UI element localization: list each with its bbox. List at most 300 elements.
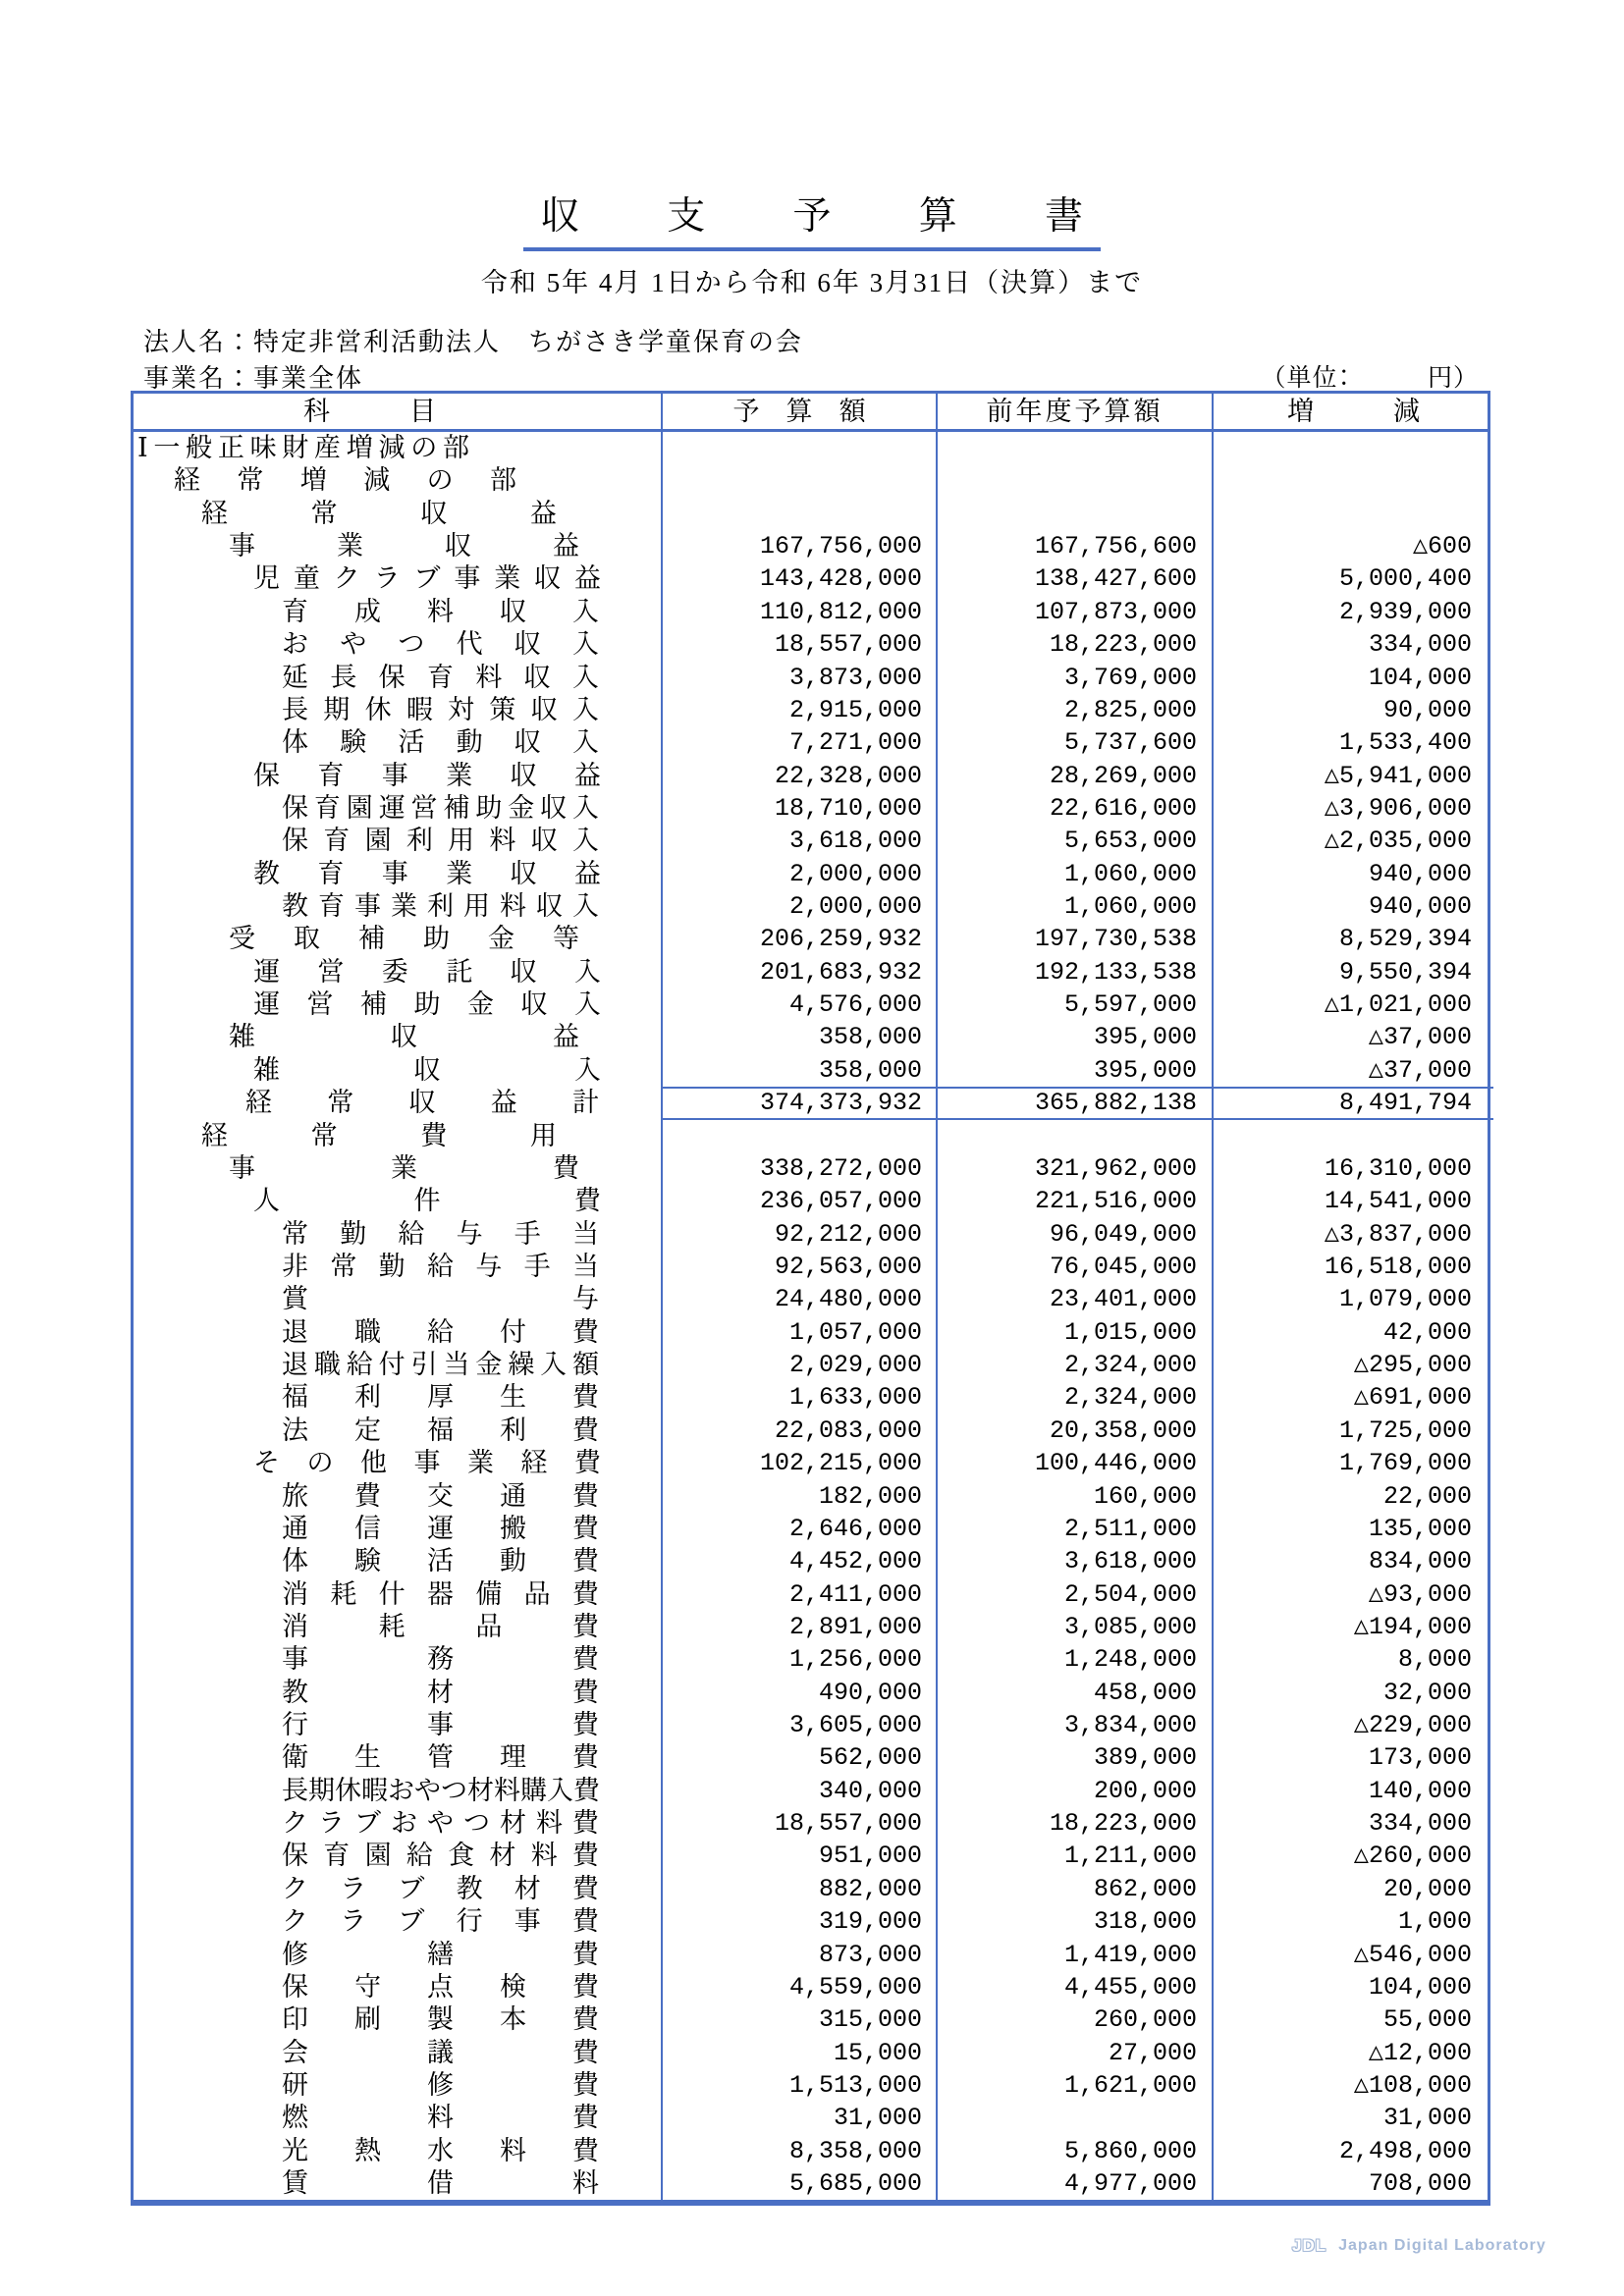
- cell-item: [134, 694, 663, 726]
- cell-diff: 5,000,400: [1338, 564, 1472, 594]
- table-row: [134, 1578, 1488, 1611]
- table-row: [134, 890, 1488, 923]
- title-char: 支: [667, 195, 706, 238]
- cell-diff: 140,000: [1368, 1776, 1472, 1805]
- account-name: 通信運搬費: [282, 1513, 599, 1543]
- cell-item: [134, 1021, 663, 1053]
- account-name: 会議費: [282, 2037, 599, 2067]
- table-row: [134, 1971, 1488, 2003]
- header-diff: 増 減: [1287, 397, 1420, 426]
- table-row: [134, 760, 1488, 792]
- cell-item: [134, 1447, 663, 1479]
- cell-diff: 1,533,400: [1338, 728, 1472, 758]
- cell-prev-budget: 1,248,000: [938, 1643, 1214, 1676]
- cell-budget: 374,373,932: [663, 1087, 938, 1119]
- cell-prev-budget: 2,825,000: [938, 694, 1214, 726]
- cell-budget: [663, 498, 938, 530]
- cell-item: [134, 628, 663, 661]
- cell-prev-budget: 2,511,000: [938, 1513, 1214, 1545]
- table-header-row: [134, 394, 1488, 432]
- cell-item: [134, 1840, 663, 1872]
- account-name: 長期休暇おやつ材料購入費: [282, 1775, 600, 1805]
- table-row: [134, 1316, 1488, 1349]
- table-row: [134, 464, 1488, 497]
- table-row: [134, 1152, 1488, 1185]
- cell-prev-budget: 76,045,000: [938, 1251, 1214, 1283]
- cell-budget: 4,576,000: [663, 988, 938, 1021]
- account-name: 育成料収入: [282, 596, 599, 626]
- cell-budget: 2,915,000: [663, 694, 938, 726]
- cell-diff: 334,000: [1368, 1809, 1472, 1839]
- table-row: [134, 1087, 1488, 1119]
- cell-diff: [1214, 432, 1493, 464]
- cell-diff: △600: [1412, 532, 1472, 561]
- account-name: 運営委託収入: [253, 956, 601, 987]
- cell-budget: 22,328,000: [663, 760, 938, 792]
- cell-prev-budget: [938, 432, 1214, 464]
- cell-diff: 2,939,000: [1338, 597, 1472, 626]
- cell-diff: △1,021,000: [1324, 990, 1472, 1020]
- cell-prev-budget: 197,730,538: [938, 923, 1214, 955]
- cell-diff: △37,000: [1368, 1055, 1472, 1085]
- account-name: おやつ代収入: [282, 629, 599, 660]
- cell-item: [134, 1741, 663, 1774]
- cell-budget: 2,411,000: [663, 1578, 938, 1611]
- cell-item: [134, 2037, 663, 2069]
- cell-diff: 135,000: [1368, 1514, 1472, 1543]
- cell-prev-budget: 221,516,000: [938, 1185, 1214, 1217]
- cell-diff: 2,498,000: [1338, 2136, 1472, 2165]
- cell-budget: 7,271,000: [663, 726, 938, 759]
- account-name: 体験活動費: [282, 1546, 599, 1576]
- account-name: 雑収益: [229, 1022, 579, 1052]
- cell-item: [134, 858, 663, 890]
- cell-budget: 882,000: [663, 1873, 938, 1905]
- cell-item: [134, 1643, 663, 1676]
- table-row: [134, 1807, 1488, 1840]
- cell-diff: 1,079,000: [1338, 1285, 1472, 1314]
- cell-prev-budget: 96,049,000: [938, 1218, 1214, 1251]
- table-row: [134, 726, 1488, 759]
- table-row: [134, 1873, 1488, 1905]
- account-name: 体験活動収入: [282, 727, 599, 758]
- cell-item: [134, 890, 663, 923]
- account-name: 修繕費: [282, 1939, 599, 1969]
- cell-diff: △3,906,000: [1324, 793, 1472, 823]
- budget-table: [131, 391, 1490, 2206]
- cell-diff: △3,837,000: [1324, 1219, 1472, 1249]
- cell-item: [134, 1120, 663, 1152]
- cell-diff: △5,941,000: [1324, 761, 1472, 790]
- cell-prev-budget: 160,000: [938, 1480, 1214, 1513]
- cell-prev-budget: 167,756,600: [938, 530, 1214, 562]
- account-name: 退職給付引当金繰入額: [282, 1350, 599, 1380]
- table-row: [134, 662, 1488, 694]
- cell-item: [134, 956, 663, 988]
- cell-prev-budget: [938, 498, 1214, 530]
- cell-diff: 334,000: [1368, 630, 1472, 660]
- table-row: [134, 596, 1488, 628]
- table-row: [134, 2037, 1488, 2069]
- table-row: [134, 1611, 1488, 1643]
- table-row: [134, 1545, 1488, 1577]
- cell-diff: 940,000: [1368, 859, 1472, 888]
- table-row: [134, 1480, 1488, 1513]
- cell-budget: 358,000: [663, 1021, 938, 1053]
- cell-item: [134, 1185, 663, 1217]
- account-name: 保守点検費: [282, 1971, 599, 2002]
- cell-diff: 104,000: [1368, 1972, 1472, 2002]
- cell-item: [134, 1807, 663, 1840]
- cell-diff: 20,000: [1382, 1874, 1472, 1903]
- cell-budget: 315,000: [663, 2003, 938, 2036]
- account-name: 法定福利費: [282, 1415, 599, 1445]
- table-row: [134, 1185, 1488, 1217]
- table-row: [134, 2167, 1488, 2200]
- account-name: 旅費交通費: [282, 1480, 599, 1511]
- account-name: 受取補助金等: [229, 924, 579, 954]
- cell-diff: △260,000: [1353, 1842, 1472, 1871]
- cell-diff: 1,000: [1397, 1907, 1472, 1937]
- account-name: 児童クラブ事業収益: [253, 563, 601, 594]
- table-row: [134, 858, 1488, 890]
- cell-prev-budget: 18,223,000: [938, 1807, 1214, 1840]
- account-name: 研修費: [282, 2069, 599, 2100]
- cell-prev-budget: 5,860,000: [938, 2135, 1214, 2167]
- table-row: [134, 1513, 1488, 1545]
- cell-diff: △93,000: [1368, 1579, 1472, 1609]
- cell-diff: [1214, 1120, 1493, 1152]
- table-row: [134, 1218, 1488, 1251]
- cell-prev-budget: 4,455,000: [938, 1971, 1214, 2003]
- account-name: クラブ教材費: [282, 1873, 599, 1903]
- table-row: [134, 1120, 1488, 1152]
- title-char: 収: [541, 195, 580, 238]
- table-row: [134, 562, 1488, 595]
- cell-budget: 22,083,000: [663, 1415, 938, 1447]
- cell-prev-budget: 4,977,000: [938, 2167, 1214, 2200]
- cell-diff: 16,310,000: [1324, 1153, 1472, 1183]
- cell-budget: 4,559,000: [663, 1971, 938, 2003]
- table-row: [134, 1840, 1488, 1872]
- title-char: 算: [918, 195, 957, 238]
- cell-budget: 92,563,000: [663, 1251, 938, 1283]
- account-name: 光熱水料費: [282, 2135, 599, 2165]
- cell-prev-budget: 389,000: [938, 1741, 1214, 1774]
- account-name: 福利厚生費: [282, 1382, 599, 1413]
- cell-budget: 167,756,000: [663, 530, 938, 562]
- cell-budget: 110,812,000: [663, 596, 938, 628]
- cell-item: [134, 1316, 663, 1349]
- cell-budget: 340,000: [663, 1775, 938, 1807]
- table-row: [134, 1939, 1488, 1971]
- cell-item: [134, 760, 663, 792]
- cell-prev-budget: 200,000: [938, 1775, 1214, 1807]
- cell-budget: 2,646,000: [663, 1513, 938, 1545]
- cell-item: [134, 2167, 663, 2200]
- cell-budget: 24,480,000: [663, 1283, 938, 1315]
- cell-prev-budget: 23,401,000: [938, 1283, 1214, 1315]
- cell-item: [134, 1283, 663, 1315]
- table-row: [134, 1741, 1488, 1774]
- account-name: 教育事業利用料収入: [282, 891, 599, 922]
- table-row: [134, 1905, 1488, 1938]
- table-row: [134, 1447, 1488, 1479]
- cell-prev-budget: 260,000: [938, 2003, 1214, 2036]
- cell-diff: △546,000: [1353, 1940, 1472, 1969]
- cell-prev-budget: [938, 464, 1214, 497]
- cell-prev-budget: 3,085,000: [938, 1611, 1214, 1643]
- cell-diff: 940,000: [1368, 892, 1472, 922]
- table-row: [134, 792, 1488, 825]
- account-name: 事業収益: [229, 531, 579, 561]
- cell-prev-budget: 395,000: [938, 1021, 1214, 1053]
- table-row: [134, 1415, 1488, 1447]
- account-name: 経常増減の部: [174, 465, 516, 496]
- cell-budget: 873,000: [663, 1939, 938, 1971]
- cell-prev-budget: 18,223,000: [938, 628, 1214, 661]
- table-row: [134, 1381, 1488, 1414]
- cell-budget: 8,358,000: [663, 2135, 938, 2167]
- cell-item: [134, 432, 663, 464]
- account-name: 人件費: [253, 1186, 601, 1216]
- cell-diff: 22,000: [1382, 1481, 1472, 1511]
- cell-item: [134, 2003, 663, 2036]
- cell-item: [134, 1677, 663, 1709]
- cell-budget: 1,633,000: [663, 1381, 938, 1414]
- table-row: [134, 1709, 1488, 1741]
- cell-prev-budget: 395,000: [938, 1054, 1214, 1087]
- cell-prev-budget: 192,133,538: [938, 956, 1214, 988]
- cell-prev-budget: 3,834,000: [938, 1709, 1214, 1741]
- account-name: 運営補助金収入: [253, 989, 601, 1020]
- cell-diff: 55,000: [1382, 2005, 1472, 2035]
- cell-diff: [1214, 498, 1493, 530]
- cell-item: [134, 530, 663, 562]
- jdl-logo-text: Japan Digital Laboratory: [1338, 2237, 1546, 2254]
- cell-prev-budget: 1,015,000: [938, 1316, 1214, 1349]
- cell-item: [134, 1480, 663, 1513]
- cell-budget: 3,605,000: [663, 1709, 938, 1741]
- cell-prev-budget: 1,211,000: [938, 1840, 1214, 1872]
- cell-item: [134, 1087, 663, 1119]
- table-row: [134, 1643, 1488, 1676]
- header-item: [134, 394, 663, 429]
- account-name: 衛生管理費: [282, 1742, 599, 1773]
- cell-item: [134, 1218, 663, 1251]
- table-row: [134, 988, 1488, 1021]
- cell-budget: 490,000: [663, 1677, 938, 1709]
- document-title-wrap: [0, 194, 1624, 251]
- cell-prev-budget: 107,873,000: [938, 596, 1214, 628]
- table-row: [134, 498, 1488, 530]
- cell-item: [134, 792, 663, 825]
- cell-prev-budget: 862,000: [938, 1873, 1214, 1905]
- cell-prev-budget: 5,597,000: [938, 988, 1214, 1021]
- cell-prev-budget: 27,000: [938, 2037, 1214, 2069]
- cell-budget: 1,057,000: [663, 1316, 938, 1349]
- cell-prev-budget: 1,419,000: [938, 1939, 1214, 1971]
- account-name: 燃料費: [282, 2103, 599, 2133]
- cell-prev-budget: 100,446,000: [938, 1447, 1214, 1479]
- table-row: [134, 530, 1488, 562]
- account-name: 教育事業収益: [253, 858, 601, 888]
- cell-prev-budget: 1,060,000: [938, 858, 1214, 890]
- cell-prev-budget: 1,621,000: [938, 2069, 1214, 2102]
- cell-diff: 708,000: [1368, 2169, 1472, 2199]
- cell-item: [134, 1709, 663, 1741]
- cell-item: [134, 2102, 663, 2134]
- cell-item: [134, 1905, 663, 1938]
- table-row: [134, 825, 1488, 857]
- cell-item: [134, 825, 663, 857]
- account-name: 消耗品費: [282, 1611, 599, 1641]
- page-title: [523, 194, 1101, 251]
- table-row: [134, 2102, 1488, 2134]
- cell-prev-budget: 458,000: [938, 1677, 1214, 1709]
- header-item-label: 科 目: [303, 397, 436, 426]
- cell-budget: 18,557,000: [663, 628, 938, 661]
- cell-diff: △12,000: [1368, 2038, 1472, 2067]
- account-name: 行事費: [282, 1710, 599, 1740]
- cell-item: [134, 1971, 663, 2003]
- cell-prev-budget: 5,737,600: [938, 726, 1214, 759]
- cell-budget: 5,685,000: [663, 2167, 938, 2200]
- cell-budget: 15,000: [663, 2037, 938, 2069]
- table-row: [134, 2069, 1488, 2102]
- table-row: [134, 1251, 1488, 1283]
- cell-diff: △691,000: [1353, 1383, 1472, 1413]
- account-name: 延長保育料収入: [282, 662, 599, 692]
- cell-prev-budget: 3,769,000: [938, 662, 1214, 694]
- account-name: その他事業経費: [253, 1448, 601, 1478]
- table-row: [134, 956, 1488, 988]
- table-row: [134, 2003, 1488, 2036]
- cell-prev-budget: 321,962,000: [938, 1152, 1214, 1185]
- table-row: [134, 1021, 1488, 1053]
- cell-budget: 3,618,000: [663, 825, 938, 857]
- cell-budget: 143,428,000: [663, 562, 938, 595]
- account-name: 保育園利用料収入: [282, 826, 599, 856]
- cell-budget: [663, 1120, 938, 1152]
- cell-budget: 4,452,000: [663, 1545, 938, 1577]
- cell-diff: 31,000: [1382, 2104, 1472, 2133]
- account-name: 消耗什器備品費: [282, 1578, 599, 1609]
- header-prev-budget-label: 前年度予算額: [986, 397, 1164, 426]
- title-char: 予: [792, 195, 832, 238]
- cell-item: [134, 2069, 663, 2102]
- cell-diff: 16,518,000: [1324, 1252, 1472, 1281]
- fiscal-period: 令和 5年 4月 1日から令和 6年 3月31日（決算）まで: [480, 268, 1144, 297]
- cell-prev-budget: 28,269,000: [938, 760, 1214, 792]
- account-name: 教材費: [282, 1677, 599, 1707]
- title-char: 書: [1044, 195, 1083, 238]
- cell-budget: 18,710,000: [663, 792, 938, 825]
- cell-item: [134, 1251, 663, 1283]
- cell-prev-budget: 3,618,000: [938, 1545, 1214, 1577]
- cell-budget: 358,000: [663, 1054, 938, 1087]
- cell-item: [134, 464, 663, 497]
- cell-item: [134, 1578, 663, 1611]
- cell-budget: 951,000: [663, 1840, 938, 1872]
- unit-label: （単位： 円）: [1261, 365, 1479, 392]
- cell-budget: 1,256,000: [663, 1643, 938, 1676]
- account-name: 常勤給与手当: [282, 1218, 599, 1249]
- cell-prev-budget: 2,504,000: [938, 1578, 1214, 1611]
- cell-prev-budget: 20,358,000: [938, 1415, 1214, 1447]
- cell-prev-budget: 2,324,000: [938, 1349, 1214, 1381]
- table-body: [134, 432, 1488, 2200]
- account-name: クラブおやつ材料費: [282, 1808, 599, 1839]
- vendor-footer: [1292, 2237, 1546, 2255]
- account-name: 事業費: [229, 1152, 579, 1183]
- table-row: [134, 432, 1488, 464]
- account-name: 保育事業収益: [253, 760, 601, 790]
- cell-item: [134, 498, 663, 530]
- cell-prev-budget: 2,324,000: [938, 1381, 1214, 1414]
- cell-budget: 2,000,000: [663, 858, 938, 890]
- cell-diff: 1,769,000: [1338, 1449, 1472, 1478]
- cell-diff: △108,000: [1353, 2070, 1472, 2100]
- cell-diff: △295,000: [1353, 1351, 1472, 1380]
- table-row: [134, 1283, 1488, 1315]
- cell-item: [134, 596, 663, 628]
- cell-item: [134, 1939, 663, 1971]
- account-name: 印刷製本費: [282, 2004, 599, 2035]
- cell-budget: 1,513,000: [663, 2069, 938, 2102]
- table-row: [134, 1349, 1488, 1381]
- cell-diff: △194,000: [1353, 1612, 1472, 1641]
- cell-diff: [1214, 464, 1493, 497]
- account-name: 経常収益計: [245, 1088, 599, 1118]
- cell-prev-budget: 1,060,000: [938, 890, 1214, 923]
- cell-diff: △229,000: [1353, 1711, 1472, 1740]
- cell-prev-budget: 22,616,000: [938, 792, 1214, 825]
- cell-diff: 42,000: [1382, 1317, 1472, 1347]
- account-name: 賞与: [282, 1284, 599, 1314]
- cell-prev-budget: 365,882,138: [938, 1087, 1214, 1119]
- cell-item: [134, 2135, 663, 2167]
- cell-prev-budget: 5,653,000: [938, 825, 1214, 857]
- cell-budget: [663, 432, 938, 464]
- header-budget: 予 算 額: [663, 394, 938, 429]
- business-name: 事業名：事業全体: [143, 364, 364, 393]
- account-name: 保育園給食材料費: [282, 1841, 599, 1871]
- cell-budget: 92,212,000: [663, 1218, 938, 1251]
- cell-prev-budget: 318,000: [938, 1905, 1214, 1938]
- cell-item: [134, 988, 663, 1021]
- cell-diff: 90,000: [1382, 695, 1472, 724]
- cell-diff: △37,000: [1368, 1023, 1472, 1052]
- account-name: 賃借料: [282, 2168, 599, 2199]
- account-name: 長期休暇対策収入: [282, 694, 599, 724]
- cell-diff: 8,491,794: [1214, 1087, 1493, 1119]
- account-name: 保育園運営補助金収入: [282, 792, 599, 823]
- cell-budget: 236,057,000: [663, 1185, 938, 1217]
- cell-item: [134, 1415, 663, 1447]
- cell-item: [134, 1775, 663, 1807]
- cell-budget: 2,891,000: [663, 1611, 938, 1643]
- cell-prev-budget: 138,427,600: [938, 562, 1214, 595]
- cell-budget: 2,000,000: [663, 890, 938, 923]
- cell-budget: 102,215,000: [663, 1447, 938, 1479]
- table-row: [134, 923, 1488, 955]
- account-name: クラブ行事費: [282, 1906, 599, 1937]
- account-name: Ⅰ一般正味財産増減の部: [137, 433, 469, 462]
- cell-budget: 31,000: [663, 2102, 938, 2134]
- cell-diff: 14,541,000: [1324, 1187, 1472, 1216]
- table-row: [134, 694, 1488, 726]
